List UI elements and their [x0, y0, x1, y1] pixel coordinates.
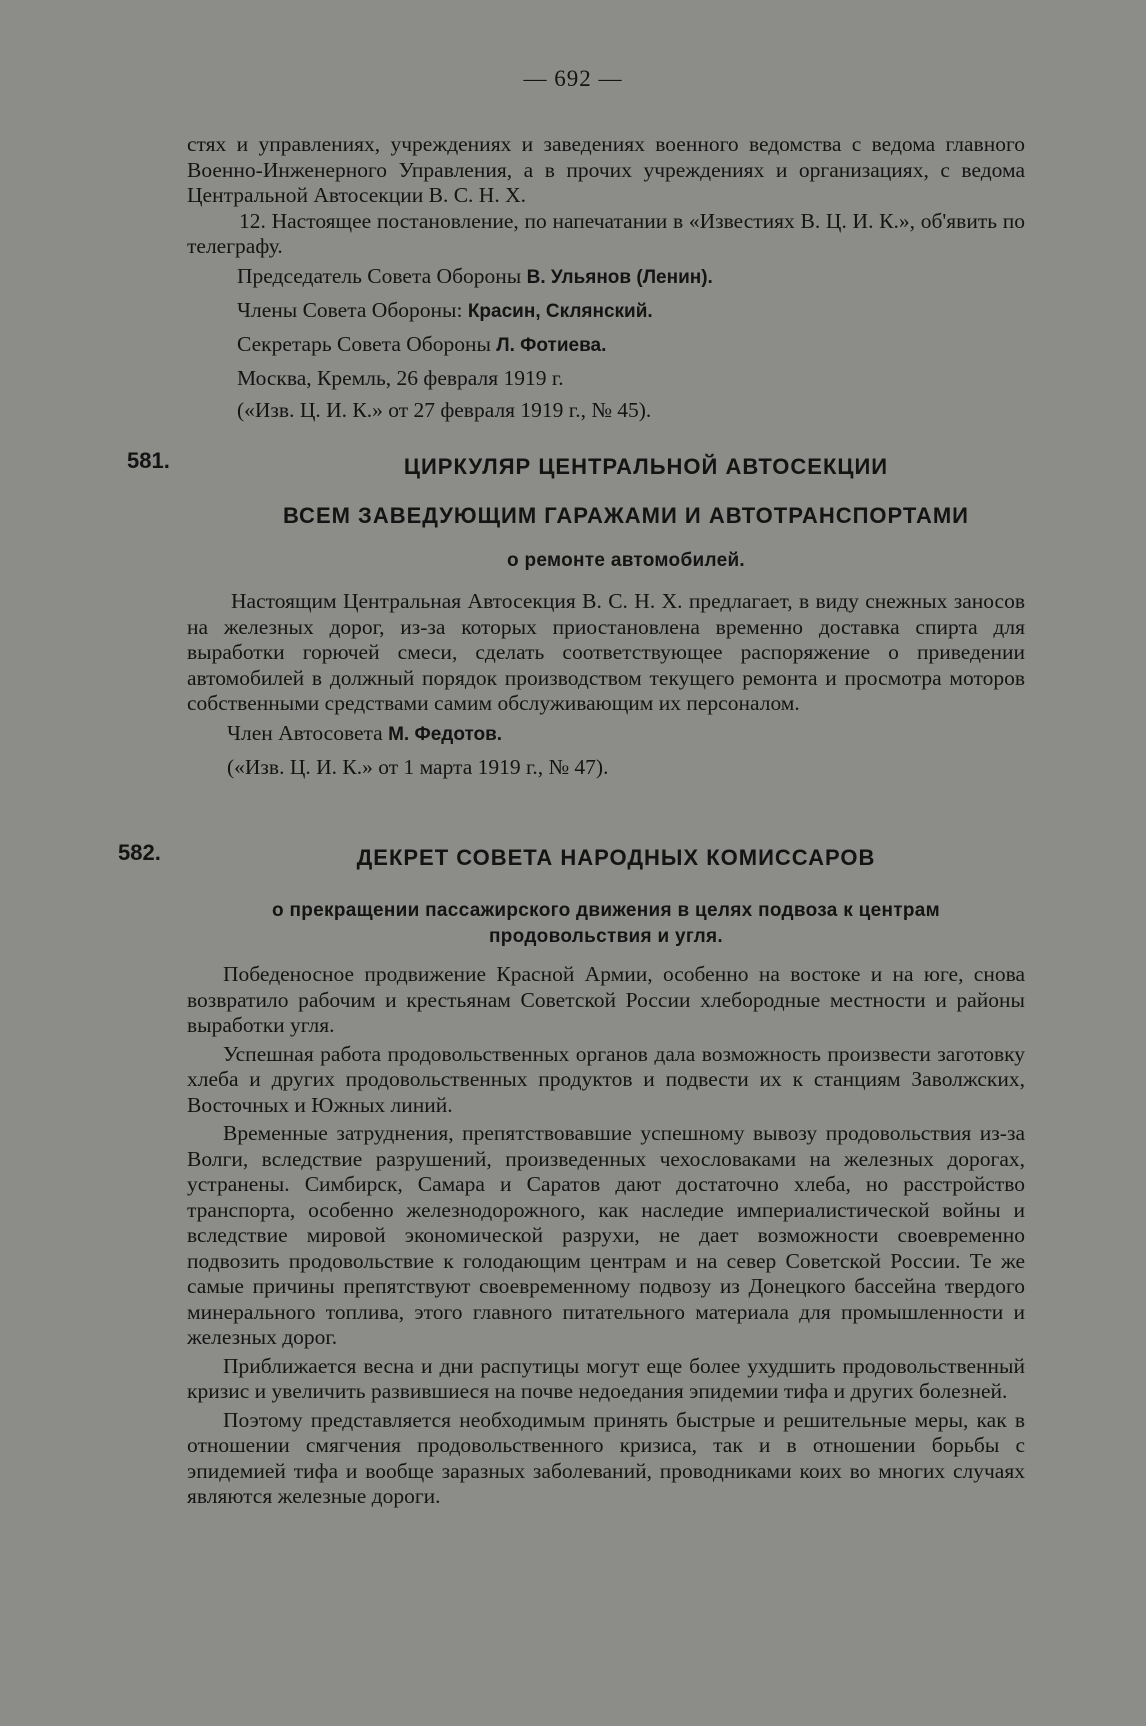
- page-number: — 692 —: [523, 66, 623, 91]
- document-582-subject-line-2: продовольствия и угля.: [488, 926, 723, 947]
- members-prefix: Члены Совета Обороны:: [237, 297, 463, 322]
- secretary-signature: [187, 328, 1025, 362]
- chairman-signature: [187, 260, 1025, 294]
- secretary-prefix: Секретарь Совета Обороны: [237, 331, 491, 356]
- document-582-paragraph: Победеносное продвижение Красной Армии, особенно на востоке и на юге, снова возвратило рабочим и крестьянам Советской России хлебородные местности и районы выработки угля.: [187, 962, 1025, 1037]
- document-number-581: 581.: [127, 448, 170, 473]
- signer-name: М. Федотов.: [388, 723, 503, 745]
- document-582-paragraph: Успешная работа продовольственных органов дала возможность произвести заготовку хлеба и других продовольственных продуктов и подвести их к станциям Заволжских, Восточных и Южных линий.: [187, 1041, 1025, 1117]
- document-581-body: [187, 589, 1025, 783]
- item-12-paragraph: 12. Настоящее постановление, по напечатании в «Известиях В. Ц. И. К.», об'явить по телеграфу.: [187, 208, 1025, 258]
- continuation-paragraph: стях и управлениях, учреждениях и заведениях военного ведомства с ведома главного Военно-Инженерного Управления, а в прочих учреждениях и организациях, с ведома Центральной Автосекции В. С. Н. X.: [187, 132, 1025, 207]
- document-582-paragraph: Временные затруднения, препятствовавшие успешному вывозу продовольствия из-за Волги, вследствие разрушений, произведенных чехословаками на железных дорогах, устранены. Симбирск, Самара и Саратов дают достаточно хлеба, но расстройство транспорта, особенно железнодорожного, как наследие империалистической войны и вследствие мировой экономической разрухи, не дает возможности своевременно подвозить продовольствие к голодающим центрам и на север Советской России. Те же самые причины препятствуют своевременному подвозу из Донецкого бассейна твердого минерального топлива, этого главного питательного материала для промышленности и железных дорог.: [187, 1121, 1025, 1349]
- document-582-subject-line-1: о прекращении пассажирского движения в целях подвоза к центрам: [272, 900, 940, 921]
- members-signature: [187, 294, 1025, 328]
- previous-document-ending: [187, 132, 1025, 426]
- document-582-title: ДЕКРЕТ СОВЕТА НАРОДНЫХ КОМИССАРОВ: [356, 845, 876, 870]
- document-582-paragraph: Поэтому представляется необходимым принять быстрые и решительные меры, как в отношении смягчения продовольственного кризиса, так и в отношении борьбы с эпидемией тифа и вообще заразных заболеваний, проводниками коих во многих случаях являются железные дороги.: [187, 1407, 1025, 1508]
- document-581-addressee: ВСЕМ ЗАВЕДУЮЩИМ ГАРАЖАМИ И АВТОТРАНСПОРТАМИ: [283, 503, 969, 528]
- document-581-signature: [187, 717, 1025, 751]
- document-581-title: ЦИРКУЛЯР ЦЕНТРАЛЬНОЙ АВТОСЕКЦИИ: [403, 454, 889, 479]
- place-date: Москва, Кремль, 26 февраля 1919 г.: [237, 365, 564, 390]
- secretary-name: Л. Фотиева.: [496, 334, 607, 356]
- document-581-subject: о ремонте автомобилей.: [506, 550, 746, 571]
- document-582-paragraph: Приближается весна и дни распутицы могут еще более ухудшить продовольственный кризис и увеличить развившиеся на почве недоедания эпидемии тифа и других болезней.: [187, 1353, 1025, 1403]
- members-names: Красин, Склянский.: [467, 300, 653, 322]
- document-number-582: 582.: [118, 840, 161, 865]
- signer-prefix: Член Автосовета: [227, 720, 383, 745]
- chairman-name: В. Ульянов (Ленин).: [526, 266, 713, 288]
- document-582-body: [187, 962, 1025, 1510]
- source-reference: («Изв. Ц. И. К.» от 27 февраля 1919 г., № 45).: [237, 397, 652, 422]
- document-581-source: («Изв. Ц. И. К.» от 1 марта 1919 г., № 47).: [227, 754, 609, 779]
- chairman-prefix: Председатель Совета Обороны: [237, 263, 522, 288]
- document-581-paragraph: Настоящим Центральная Автосекция В. С. Н. X. предлагает, в виду снежных заносов на железных дорог, из-за которых приостановлена временно доставка спирта для выработки горючей смеси, сделать соответствующее распоряжение о приведении автомобилей в должный порядок производством текущего ремонта и просмотра моторов собственными средствами самим обслуживающим их персоналом.: [187, 589, 1025, 715]
